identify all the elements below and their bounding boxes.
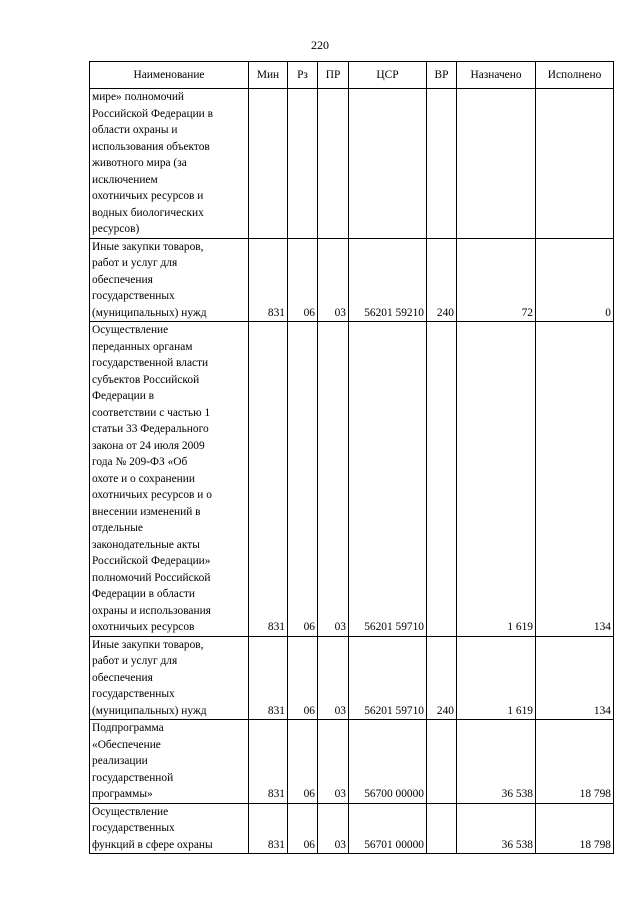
header-csr: ЦСР (349, 62, 427, 89)
header-name: Наименование (90, 62, 249, 89)
row-name: Иные закупки товаров, работ и услуг для обеспечения государственных (муниципальных) нужд (90, 636, 249, 720)
row-executed: 18 798 (536, 803, 614, 854)
row-executed (536, 89, 614, 239)
row-vr (427, 322, 457, 637)
row-rz: 06 (288, 636, 318, 720)
row-pr (318, 89, 349, 239)
row-vr: 240 (427, 636, 457, 720)
header-executed: Исполнено (536, 62, 614, 89)
row-min: 831 (249, 238, 288, 322)
row-assigned: 1 619 (457, 322, 536, 637)
row-name: Иные закупки товаров, работ и услуг для обеспечения государственных (муниципальных) нужд (90, 238, 249, 322)
row-executed: 134 (536, 636, 614, 720)
row-assigned: 36 538 (457, 803, 536, 854)
budget-table (89, 61, 614, 854)
row-pr: 03 (318, 803, 349, 854)
header-pr: ПР (318, 62, 349, 89)
row-rz: 06 (288, 238, 318, 322)
header-min: Мин (249, 62, 288, 89)
row-rz: 06 (288, 322, 318, 637)
row-pr: 03 (318, 322, 349, 637)
page-number: 220 (311, 38, 329, 52)
row-min: 831 (249, 803, 288, 854)
row-assigned (457, 89, 536, 239)
row-min (249, 89, 288, 239)
row-csr (349, 89, 427, 239)
row-rz: 06 (288, 720, 318, 804)
row-name: Осуществление государственных функций в сфере охраны (90, 803, 249, 854)
row-name: Подпрограмма «Обеспечение реализации государственной программы» (90, 720, 249, 804)
header-assigned: Назначено (457, 62, 536, 89)
table-row (90, 322, 614, 637)
row-assigned: 36 538 (457, 720, 536, 804)
table-row (90, 238, 614, 322)
row-executed: 18 798 (536, 720, 614, 804)
table-row (90, 636, 614, 720)
row-assigned: 72 (457, 238, 536, 322)
row-rz: 06 (288, 803, 318, 854)
row-min: 831 (249, 720, 288, 804)
row-min: 831 (249, 636, 288, 720)
row-pr: 03 (318, 238, 349, 322)
row-executed: 0 (536, 238, 614, 322)
header-row (90, 62, 614, 89)
row-vr (427, 89, 457, 239)
row-csr: 56201 59710 (349, 636, 427, 720)
row-csr: 56700 00000 (349, 720, 427, 804)
row-rz (288, 89, 318, 239)
row-name: Осуществление переданных органам государственной власти субъектов Российской Федерации в соответствии с частью 1 статьи 33 Федерального закона от 24 июля 2009 года № 209-ФЗ «Об охоте и о сохранении охотничьих ресурсов и о внесении изменений в отдельные законодательные акты Российской Федерации» полномочий Российской Федерации в области охраны и использования охотничьих ресурсов (90, 322, 249, 637)
table-row (90, 720, 614, 804)
row-vr (427, 803, 457, 854)
table-row (90, 803, 614, 854)
row-csr: 56201 59210 (349, 238, 427, 322)
row-min: 831 (249, 322, 288, 637)
row-vr (427, 720, 457, 804)
table-row (90, 89, 614, 239)
row-vr: 240 (427, 238, 457, 322)
row-csr: 56201 59710 (349, 322, 427, 637)
row-pr: 03 (318, 636, 349, 720)
row-assigned: 1 619 (457, 636, 536, 720)
row-executed: 134 (536, 322, 614, 637)
row-name: мире» полномочий Российской Федерации в области охраны и использования объектов животного мира (за исключением охотничьих ресурсов и водных биологических ресурсов) (90, 89, 249, 239)
row-csr: 56701 00000 (349, 803, 427, 854)
header-vr: ВР (427, 62, 457, 89)
row-pr: 03 (318, 720, 349, 804)
header-rz: Рз (288, 62, 318, 89)
